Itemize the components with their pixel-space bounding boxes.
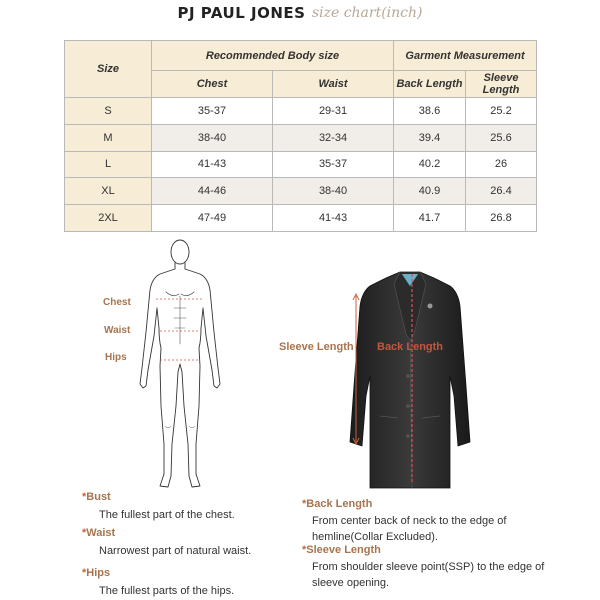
garment-group-header: Garment Measurement — [394, 41, 537, 71]
back-length-cell: 40.9 — [394, 178, 466, 205]
chest-cell: 35-37 — [152, 98, 273, 125]
bust-heading — [82, 491, 111, 503]
star-icon: * — [302, 544, 307, 556]
size-chart-script: size chart(inch) — [311, 5, 423, 21]
waist-column-header: Waist — [273, 71, 394, 98]
sleeve-length-cell: 25.2 — [466, 98, 537, 125]
sleeve-length-column-header: Sleeve Length — [466, 71, 537, 98]
hips-text: The fullest parts of the hips. — [99, 585, 235, 597]
page-title — [0, 4, 600, 34]
waist-text: Narrowest part of natural waist. — [99, 545, 252, 557]
coat-figure — [340, 266, 480, 494]
waist-label: Waist — [104, 325, 131, 336]
waist-title: Waist — [86, 527, 116, 539]
size-table — [64, 40, 537, 232]
size-cell: S — [65, 98, 152, 125]
back-length-cell: 39.4 — [394, 124, 466, 151]
waist-heading — [82, 527, 115, 539]
star-icon: * — [82, 567, 87, 579]
chest-cell: 47-49 — [152, 205, 273, 232]
back-length-cell: 38.6 — [394, 98, 466, 125]
back-length-label: Back Length — [377, 341, 444, 353]
size-cell: L — [65, 151, 152, 178]
sleeve-length-cell: 26 — [466, 151, 537, 178]
table-row — [65, 205, 537, 232]
back-length-text: From center back of neck to the edge of hemline(Collar Excluded). — [312, 515, 507, 543]
back-length-cell: 40.2 — [394, 151, 466, 178]
sleeve-length-text: From shoulder sleeve point(SSP) to the edge of sleeve opening. — [312, 561, 545, 589]
table-row — [65, 98, 537, 125]
chest-cell: 41-43 — [152, 151, 273, 178]
sleeve-length-title: Sleeve Length — [306, 544, 381, 556]
hips-heading — [82, 567, 110, 579]
size-cell: XL — [65, 178, 152, 205]
star-icon: * — [302, 498, 307, 510]
chest-label: Chest — [103, 297, 131, 308]
table-row — [65, 178, 537, 205]
size-cell: 2XL — [65, 205, 152, 232]
waist-cell: 29-31 — [273, 98, 394, 125]
back-length-cell: 41.7 — [394, 205, 466, 232]
sleeve-length-cell: 26.8 — [466, 205, 537, 232]
waist-cell: 38-40 — [273, 178, 394, 205]
bust-title: Bust — [86, 491, 111, 503]
back-length-title: Back Length — [306, 498, 373, 510]
back-length-column-header: Back Length — [394, 71, 466, 98]
table-row — [65, 124, 537, 151]
body-size-group-header: Recommended Body size — [152, 41, 394, 71]
chest-column-header: Chest — [152, 71, 273, 98]
chest-cell: 44-46 — [152, 178, 273, 205]
star-icon: * — [82, 527, 87, 539]
size-cell: M — [65, 124, 152, 151]
waist-cell: 32-34 — [273, 124, 394, 151]
table-row — [65, 151, 537, 178]
waist-cell: 41-43 — [273, 205, 394, 232]
sleeve-length-label: Sleeve Length — [279, 341, 354, 353]
chest-cell: 38-40 — [152, 124, 273, 151]
human-figure — [130, 236, 230, 498]
waist-cell: 35-37 — [273, 151, 394, 178]
sleeve-length-heading — [302, 544, 381, 556]
star-icon: * — [82, 491, 87, 503]
brand-name: PJ PAUL JONES — [177, 4, 306, 22]
hips-label: Hips — [105, 352, 127, 363]
table-header-row — [65, 41, 537, 71]
back-length-heading — [302, 498, 372, 510]
sleeve-length-cell: 26.4 — [466, 178, 537, 205]
bust-text: The fullest part of the chest. — [99, 509, 235, 521]
hips-title: Hips — [86, 567, 111, 579]
sleeve-length-cell: 25.6 — [466, 124, 537, 151]
size-column-header: Size — [65, 41, 152, 98]
